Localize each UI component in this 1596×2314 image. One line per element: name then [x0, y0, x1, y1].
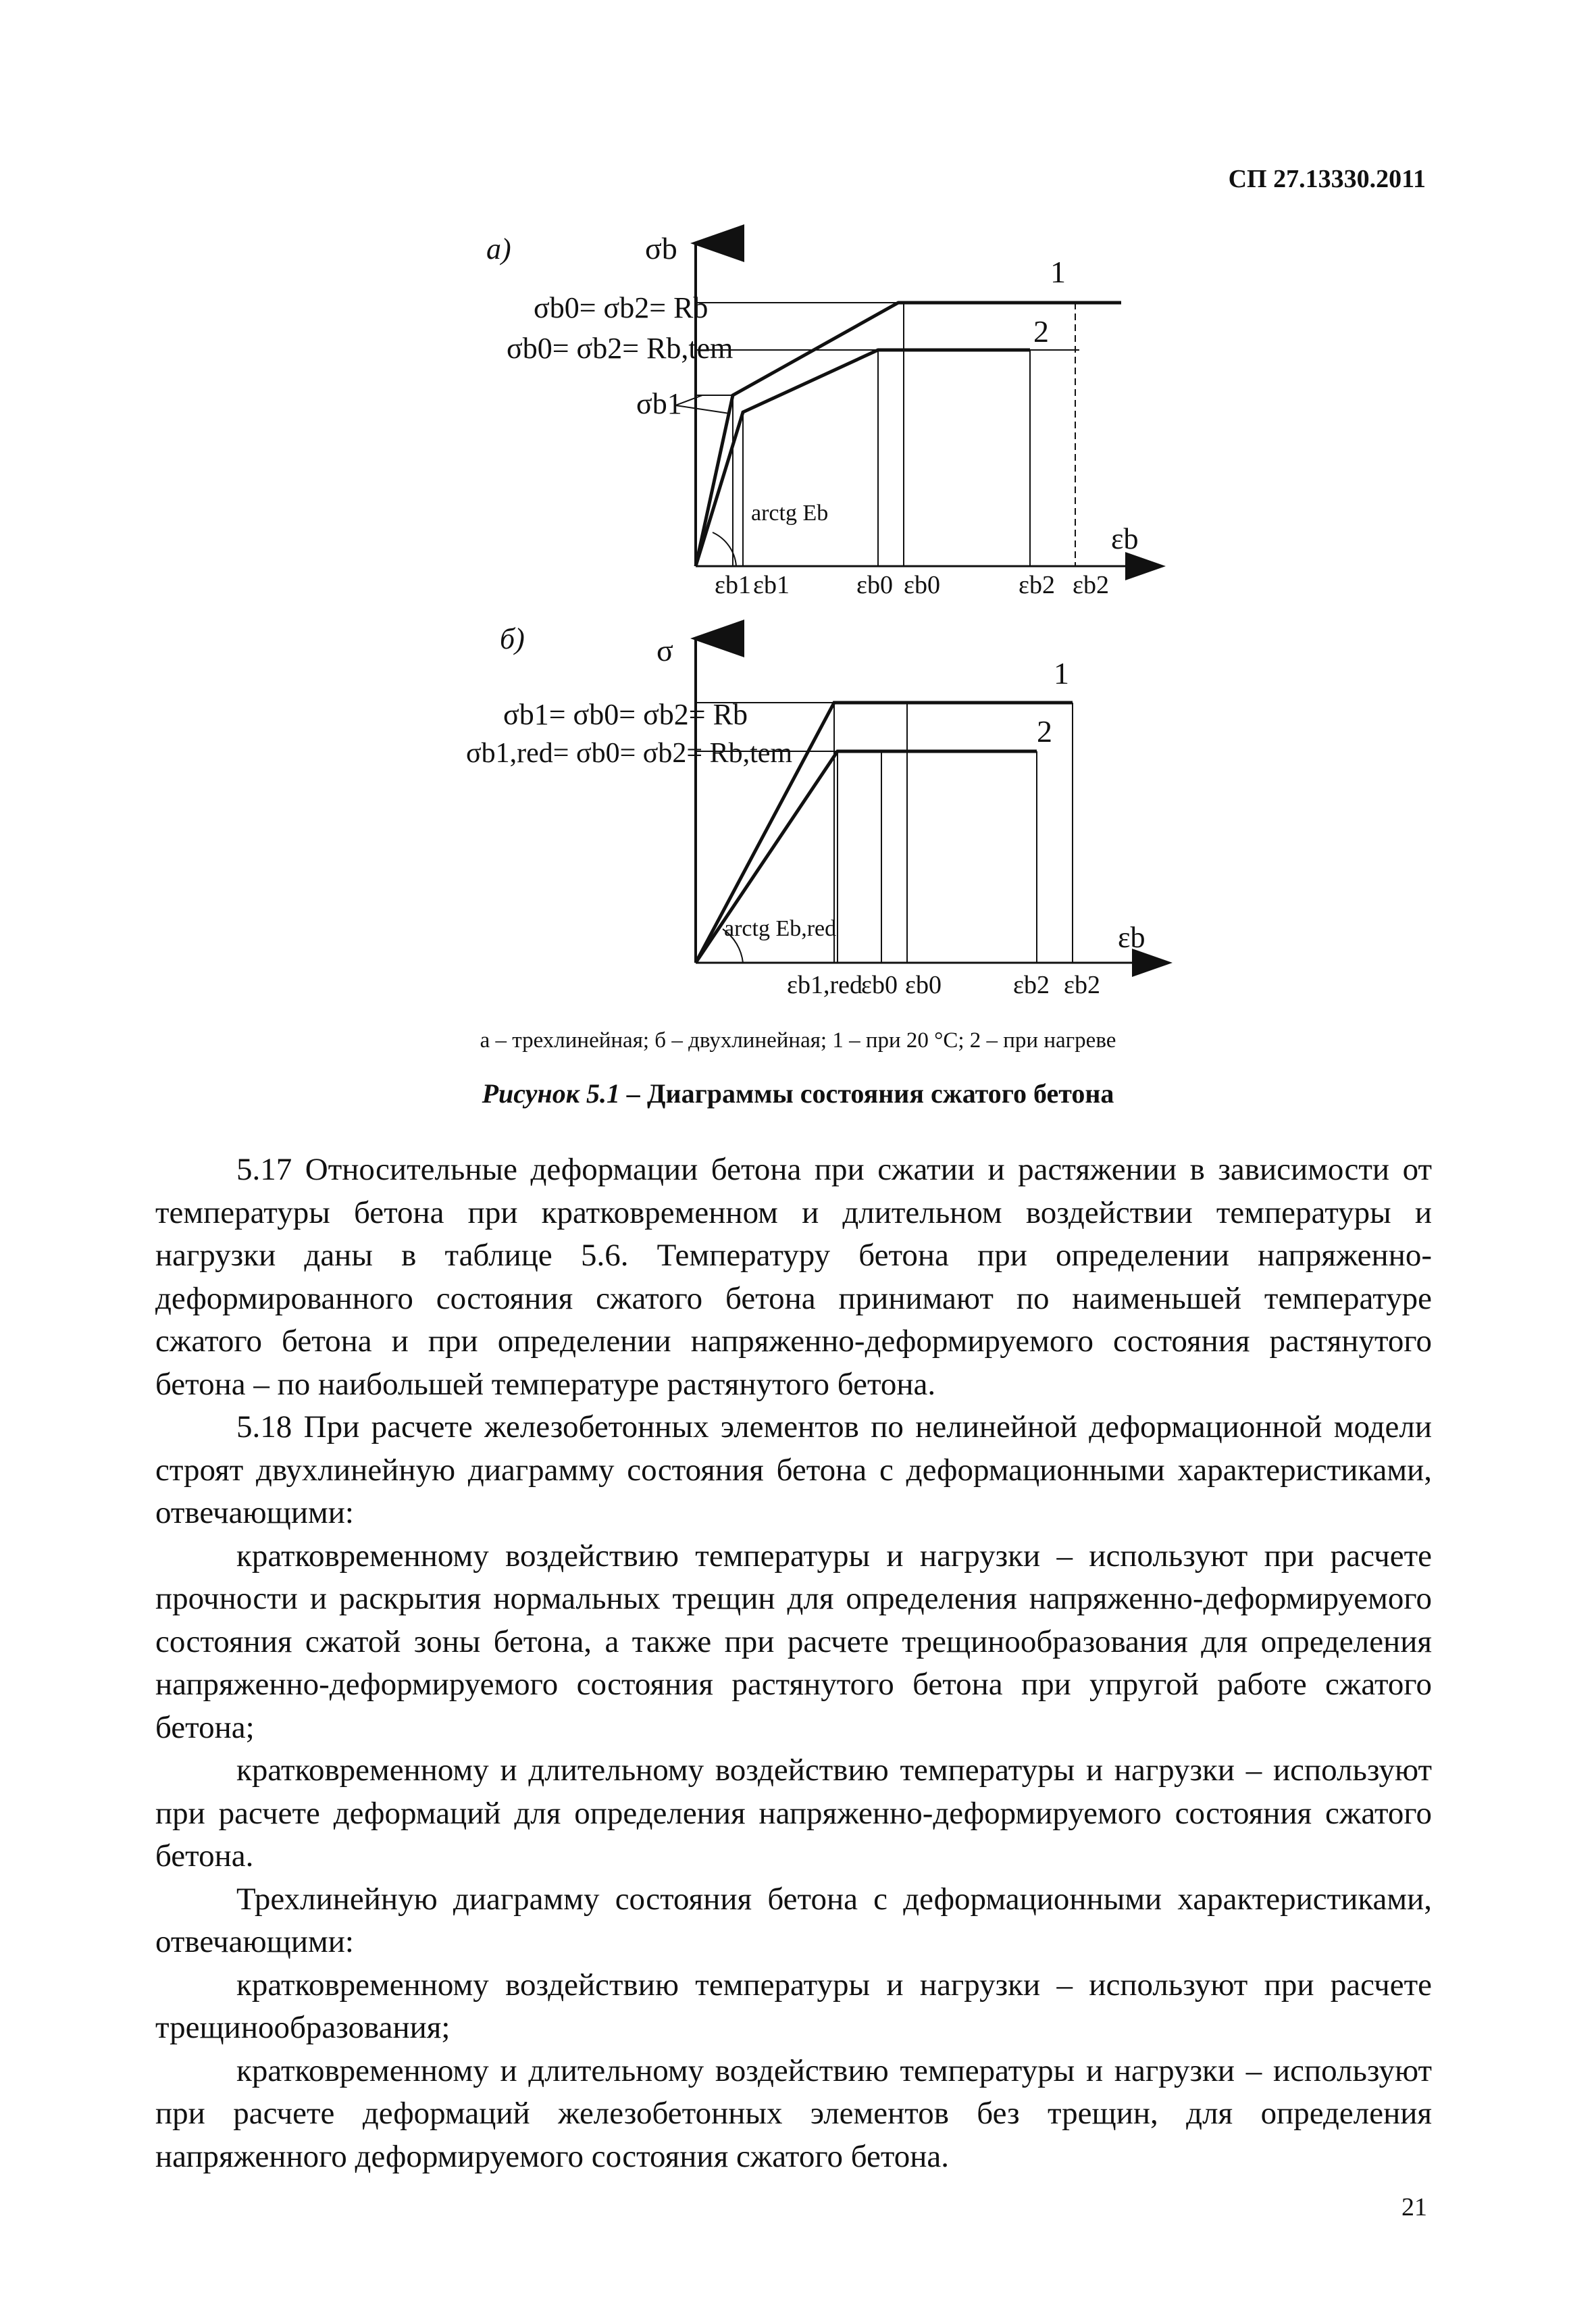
page-number: 21 [1401, 2193, 1427, 2221]
panel-a-stress-level-1: σb0= σb2= Rb [534, 291, 709, 324]
panel-a-x-tick-6: εb2 [1073, 571, 1109, 599]
panel-a [486, 231, 1162, 599]
panel-a-x-tick-3: εb0 [856, 571, 893, 599]
panel-b-x-tick-1: εb1,red [787, 971, 863, 999]
panel-b-curve-2-label: 2 [1037, 714, 1052, 749]
panel-a-curve-2 [696, 350, 1030, 566]
panel-a-stress-level-2: σb0= σb2= Rb,tem [507, 332, 733, 365]
panel-b-stress-level-1: σb1= σb0= σb2= Rb [503, 698, 748, 731]
figure-legend: а – трехлинейная; б – двухлинейная; 1 – при 20 °С; 2 – при нагреве [480, 1028, 1116, 1053]
panel-b-modulus-label: arctg Eb,red [724, 916, 837, 941]
panel-a-x-tick-4: εb0 [904, 571, 940, 599]
panel-a-x-tick-5: εb2 [1019, 571, 1055, 599]
document-code: СП 27.13330.2011 [1228, 165, 1426, 193]
panel-b-x-tick-4: εb2 [1013, 971, 1050, 999]
paragraph-long-term-2: кратковременному и длительному воздействию температуры и нагрузки – используют при расчете деформаций железобетонных элементов без трещин, для определения напряженного деформируемого состояния сжатого бетона. [155, 2053, 1432, 2174]
panel-b-x-tick-3: εb0 [905, 971, 942, 999]
paragraph-short-term-2: кратковременному воздействию температуры и нагрузки – используют при расчете трещинообразования; [155, 1967, 1432, 2045]
panel-b-x-tick-2: εb0 [861, 971, 898, 999]
panel-a-curve-1-label: 1 [1050, 255, 1066, 289]
figure-5-1 [0, 0, 1596, 1013]
paragraph-short-term-1: кратковременному воздействию температуры и нагрузки – используют при расчете прочности и раскрытия нормальных трещин для определения напряженно-деформируемого состояния сжатой зоны бетона, а также при расчете трещинообразования для определения напряженно-деформируемого состояния растянутого бетона при упругой работе сжатого бетона; [155, 1538, 1432, 1745]
panel-a-y-label: σb [645, 231, 677, 266]
panel-b-curve-1-label: 1 [1054, 656, 1069, 690]
panel-a-x-tick-1: εb1 [715, 571, 751, 599]
figure-caption-prefix: Рисунок 5.1 – [482, 1078, 641, 1109]
panel-a-letter: а) [486, 232, 511, 266]
panel-a-curve-2-label: 2 [1033, 314, 1049, 349]
panel-a-modulus-label: arctg Eb [751, 501, 829, 526]
paragraph-long-term-1: кратковременному и длительному воздействию температуры и нагрузки – используют при расчете деформаций для определения напряженно-деформируемого состояния сжатого бетона. [155, 1753, 1432, 1873]
panel-a-stress-low: σb1 [636, 387, 682, 420]
panel-b-y-label: σ [657, 633, 673, 668]
paragraph-5-18: 5.18 При расчете железобетонных элементов по нелинейной деформационной модели строят двухлинейную диаграмму состояния бетона с деформационными характеристиками, отвечающими: [155, 1409, 1432, 1530]
figure-caption [0, 1078, 1596, 1109]
panel-a-x-tick-2: εb1 [753, 571, 790, 599]
paragraph-5-17: 5.17 Относительные деформации бетона при сжатии и растяжении в зависимости от температуры бетона при кратковременном и длительном воздействии температуры и нагрузки даны в таблице 5.6. Температуру бетона при определении напряженно-деформированного состояния сжатого бетона принимают по наименьшей температуре сжатого бетона и при определении напряженно-деформируемого состояния растянутого бетона – по наибольшей температуре растянутого бетона. [155, 1152, 1432, 1402]
figure-caption-text: Диаграммы состояния сжатого бетона [647, 1078, 1114, 1109]
panel-a-x-label: εb [1111, 522, 1139, 555]
panel-b-letter: б) [500, 622, 525, 655]
panel-a-curve-1 [696, 303, 1121, 566]
body-text [155, 1149, 1432, 2178]
paragraph-trilinear: Трехлинейную диаграмму состояния бетона с деформационными характеристиками, отвечающими: [155, 1881, 1432, 1959]
panel-a-low-bracket [675, 395, 729, 413]
panel-b-x-tick-5: εb2 [1064, 971, 1100, 999]
panel-b-x-label: εb [1118, 921, 1145, 954]
panel-b [466, 622, 1168, 999]
panel-b-stress-level-2: σb1,red= σb0= σb2= Rb,tem [466, 738, 793, 769]
